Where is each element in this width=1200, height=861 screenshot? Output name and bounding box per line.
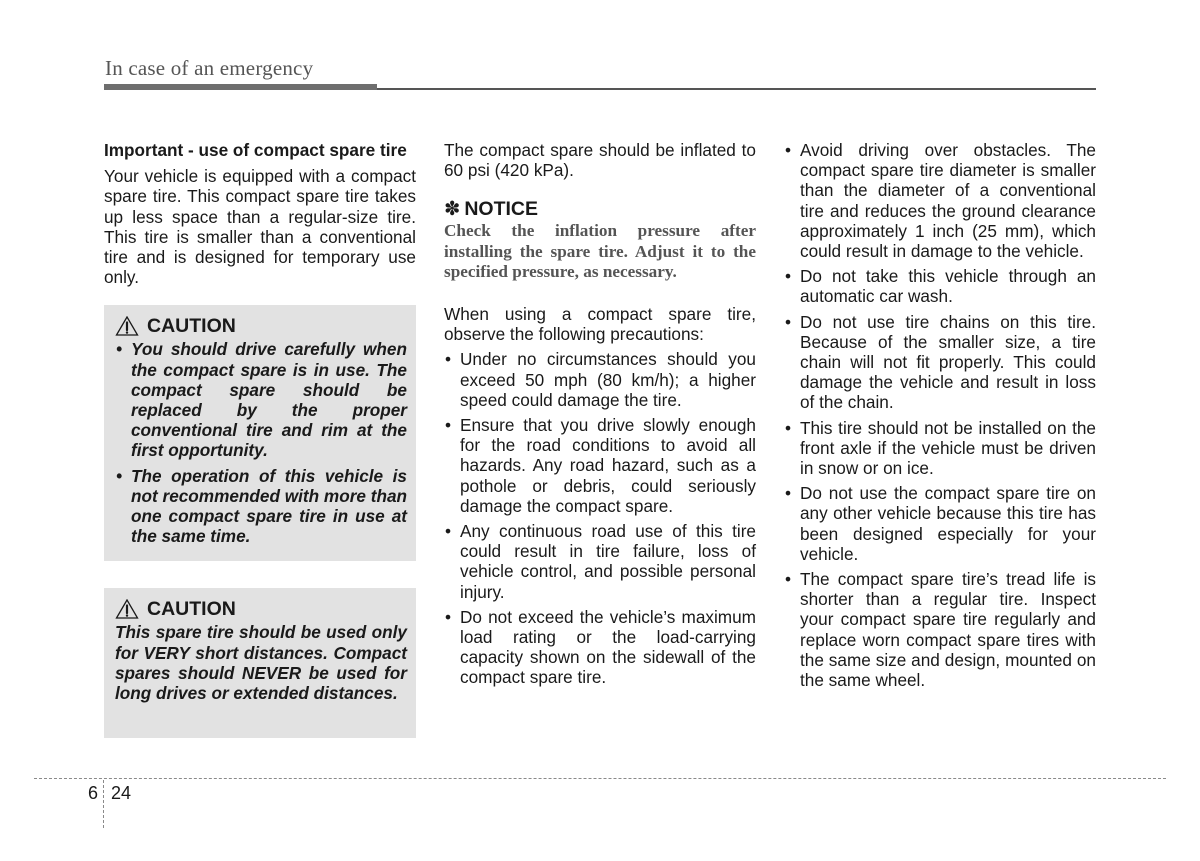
list-item: • Avoid driving over obstacles. The compact spare tire diameter is smaller than the diameter of a conventional tire and reduces the ground clearance approximately 1 inch (25 mm), which could result in damage to the vehicle. (784, 140, 1096, 261)
caution-box-1 (104, 305, 416, 561)
notice-heading (444, 197, 756, 221)
precautions-intro: When using a compact spare tire, observe the following precautions: (444, 304, 756, 345)
list-item: • Any continuous road use of this tire could result in tire failure, loss of vehicle control, and possible personal injury. (444, 521, 756, 602)
header-rule-thick (104, 84, 377, 90)
list-item: • The compact spare tire’s tread life is shorter than a regular tire. Inspect your compact spare tire regularly and replace worn compact spare tires with the same size and design, mounted on the same wheel. (784, 569, 1096, 690)
asterisk-icon: ✽ (444, 198, 461, 221)
caution-bullet: • The operation of this vehicle is not recommended with more than one compact spare tire in use at the same time. (115, 466, 407, 547)
footer-dashed-rule (34, 778, 1166, 779)
caution-title: CAUTION (147, 598, 236, 621)
warning-triangle-icon (115, 316, 139, 336)
list-item: • Do not exceed the vehicle’s maximum load rating or the load-carrying capacity shown on the sidewall of the compact spare tire. (444, 607, 756, 688)
warning-triangle-icon (115, 599, 139, 619)
header-rule-thin (377, 88, 1096, 90)
column-left (104, 140, 416, 738)
notice-text: Check the inflation pressure after installing the spare tire. Adjust it to the specified pressure, as necessary. (444, 221, 756, 281)
intro-paragraph: Your vehicle is equipped with a compact spare tire. This compact spare tire takes up less space than a regular-size tire. This tire is smaller than a conventional tire and is designed for temporary use only. (104, 166, 416, 288)
caution-title: CAUTION (147, 315, 236, 338)
caution-bullets (115, 339, 407, 546)
list-item: • Ensure that you drive slowly enough for the road conditions to avoid all hazards. Any road hazard, such as a pothole or debris, could seriously damage the compact spare. (444, 415, 756, 516)
caution-box-2 (104, 588, 416, 738)
notice-block (444, 197, 756, 282)
column-right (784, 140, 1096, 695)
page-number: 24 (111, 783, 132, 803)
notice-title: NOTICE (464, 198, 539, 221)
page-section-title: In case of an emergency (105, 56, 314, 80)
chapter-number: 6 (88, 783, 99, 803)
caution-bullet: • You should drive carefully when the compact spare is in use. The compact spare should be replaced by the proper conventional tire and rim at the first opportunity. (115, 339, 407, 460)
list-item: • Do not use tire chains on this tire. Because of the smaller size, a tire chain will not fit properly. This could damage the vehicle and result in loss of the chain. (784, 312, 1096, 413)
inflation-paragraph: The compact spare should be inflated to 60 psi (420 kPa). (444, 140, 756, 181)
list-item: • This tire should not be installed on the front axle if the vehicle must be driven in snow or on ice. (784, 418, 1096, 479)
precautions-list-continued (784, 140, 1096, 690)
precautions-list (444, 349, 756, 687)
caution-heading (115, 314, 407, 338)
column-middle (444, 140, 756, 693)
caution-heading (115, 597, 407, 621)
footer-dashed-divider (103, 780, 104, 828)
list-item: • Do not take this vehicle through an automatic car wash. (784, 266, 1096, 306)
section-heading: Important - use of compact spare tire (104, 140, 407, 160)
caution-text: This spare tire should be used only for VERY short distances. Compact spares should NEVER be used for long drives or extended distances. (115, 622, 407, 704)
list-item: • Do not use the compact spare tire on any other vehicle because this tire has been designed especially for your vehicle. (784, 483, 1096, 564)
list-item: • Under no circumstances should you exceed 50 mph (80 km/h); a higher speed could damage the tire. (444, 349, 756, 410)
